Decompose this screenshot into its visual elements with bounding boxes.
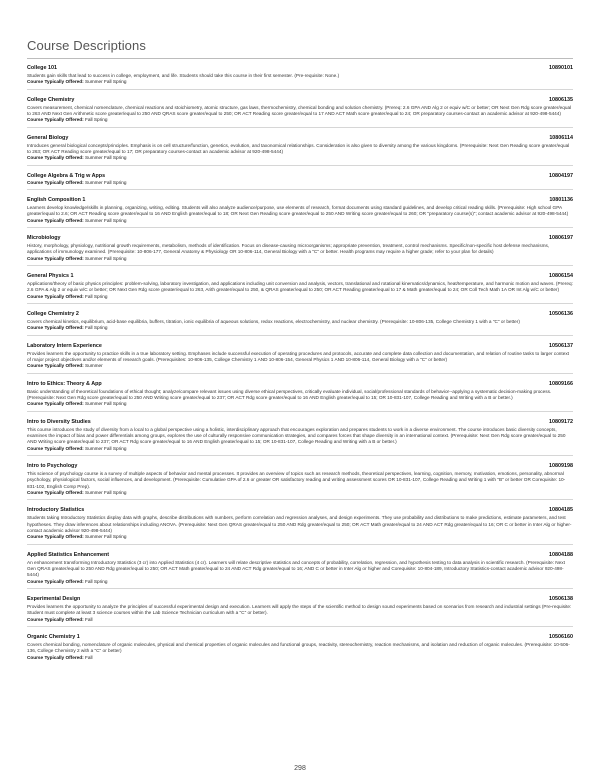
course-code: 10806197 [549,235,573,242]
course-offered [27,446,573,452]
course-description: Covers measurement, chemical nomenclature, chemical reactions and stoichiometry, atomic structure, gas laws, thermochemistry, chemical bonding and solution chemistry. (Prereq: 2.6 GPA AND Alg 2 or equiv w/C or better; OR Next Gen Rdg score greater/equal to 263 AND Next Gen Arithmetic score greater/equal to 250 AND QRAS score greater/equal to 250; OR ACT Reading score greater/equal to 17 AND ACT Math score greater/equal to 24; OR preparatory courses-contact an academic advisor at 920-498-5444) [27,104,572,116]
course-code: 10809166 [549,380,573,387]
course-offered [27,579,573,585]
course-code: 10806114 [549,134,573,141]
course-header [27,65,573,72]
course-description: Covers chemical kinetics, equilibrium, acid-base equilibria, buffers, titration, ionic equilibria of aqueous solutions, redox reactions, electrochemistry, and nuclear chemistry. (Prerequisite: 10-806-135, College Chemistry 1 with a "C" or better) [27,319,520,325]
course-code: 10506160 [549,634,573,640]
course-name: Intro to Ethics: Theory & App [27,380,102,387]
course-header [27,463,573,470]
course-offered-label: Course Typically Offered: [27,79,84,85]
course-name: Experimental Design [27,596,81,602]
course-offered-terms: Summer Fall Spring [85,179,127,185]
course-offered [27,490,573,496]
course-header [27,634,573,641]
course-description: Basic understanding of theoretical foundations of ethical thought; analyze/compare relevant issues using diverse ethical perspectives, critically evaluate individual, social/professional standards of behavior--applying a systematic decision-making process. (Prerequisite: Next Gen Rdg score greater/equal to 250 AND Writing score greater/equal to 237; OR ACT Rdg score greater/equal to 16 AND English greater/equal to 15; OR 10-831-107, College Reading and Writing with a B or better.) [27,388,552,401]
course-name: Intro to Diversity Studies [27,418,91,425]
course-entry [27,596,573,627]
course-name: Laboratory Intern Experience [27,342,102,349]
course-name: Introductory Statistics [27,507,85,514]
course-list [27,65,573,664]
course-header [27,135,573,142]
course-code: 10809198 [549,463,573,470]
course-offered-label: Course Typically Offered: [27,117,84,123]
course-entry [27,381,573,412]
course-offered [27,401,573,407]
course-code: 10801136 [549,197,573,204]
course-code: 10804197 [549,172,573,179]
course-offered-label: Course Typically Offered: [27,255,84,261]
course-offered [27,117,573,123]
course-offered-label: Course Typically Offered: [27,445,84,451]
course-description: Introduces general biological concepts/principles. Emphasis is on cell structure/function, genetics, evolution, and taxonomical relationships. Consideration is also given to diversity among the various kingdoms. (Prerequisite: Next Gen Reading score greater/equal to 263; OR ACT Reading score greater/equal to 17; OR preparatory courses-contact an academic advisor at 920-498-5444) [27,142,570,154]
course-header [27,273,573,280]
course-header [27,311,573,318]
course-header [27,596,573,603]
course-offered-terms: Summer Fall Spring [85,445,127,451]
course-code: 10506137 [549,342,573,349]
course-header [27,381,573,388]
course-offered-terms: Summer Fall Spring [85,155,127,161]
course-entry [27,97,573,128]
course-offered-label: Course Typically Offered: [27,490,84,495]
course-header [27,97,573,104]
course-offered-terms: Summer Fall Spring [85,490,127,495]
course-name: Organic Chemistry 1 [27,634,80,640]
course-offered-terms: Summer Fall Spring [85,217,127,223]
course-description: Students gain skills that lead to success in college, employment, and life. Students should take this course in their first semester. (Pre-requisite: None.) [27,73,340,78]
course-name: General Biology [27,134,69,141]
course-name: Intro to Psychology [27,463,78,470]
course-offered [27,655,573,661]
course-offered-label: Course Typically Offered: [27,217,84,223]
course-entry [27,65,573,90]
course-name: Microbiology [27,235,61,242]
course-offered [27,180,573,186]
course-entry [27,197,573,228]
course-entry [27,235,573,266]
course-entry [27,463,573,500]
course-description: An enhancement transforming Introductory Statistics (3 cr) into Applied Statistics (4 cr). Learners will relate descriptive statistics and concepts of probability, correlation, regression, and hypothesis testing to data analysis in scientific research. (Prerequisite: Next Gen QRAS greater/equal to 250 AND Rdg greater/equal to 250; OR ACT Math greater/equal to 24 AND ACT Rdg greater/equal to 16; AND C or better in Inter Alg or higher and Corequisite: 10-804-189, Introductory Statistics-contact academic advisor 920-498-5444) [27,559,565,578]
course-offered-terms: Fall [85,654,93,660]
course-header [27,419,573,426]
course-entry [27,135,573,166]
course-name: College 101 [27,65,57,71]
title-divider [27,58,573,59]
course-description: Learners develop knowledge/skills in planning, organizing, writing, editing. Students will also analyze audience/purpose, use elements of research, format documents using standard guidelines, and develop critical reading skills. (Prerequisite: High school GPA greater/equal to 2.6; OR ACT Reading score greater/equal to 16 AND English greater/equal to 18; OR Next Gen Reading score greater/equal to 250 AND Writing score greater/equal to 260; OR "preparatory course(s)"; contact academic advisor at 920-498-5444) [27,205,569,217]
course-description: Provides learners the opportunity to analyze the principles of successful experimental design and execution. Learners will apply the steps of the scientific method to design sound experiments based on scenarios from research and industrial settings (Pre-requisite: Student must complete at least 3 science courses within the Lab Science Technician curriculum with a "C" or better). [27,604,572,616]
course-offered-label: Course Typically Offered: [27,155,84,161]
course-description: Students taking Introductory Statistics display data with graphs, describe distributions with numbers, perform correlation and regression analyses, and design experiments. They use probability and distributions to make predictions, estimate parameters, and test hypotheses. They draw inferences about relationships including ANOVA. (Prerequisite: Next Gen QRAS greater/equal to 250 AND Rdg greater/equal to 250; OR ACT Math greater/equal to 24 AND ACT Rdg greater/equal to 16; OR C or better in Inter Alg or higher-contact academic advisor 920-498-5444) [27,515,572,533]
course-offered-label: Course Typically Offered: [27,363,84,369]
course-entry [27,552,573,589]
course-code: 10506136 [549,311,573,318]
course-code: 10890101 [549,65,573,71]
course-offered-terms: Summer Fall Spring [85,534,127,540]
course-offered-terms: Summer Fall Spring [85,255,127,261]
course-entry [27,173,573,190]
course-code: 10806135 [549,96,573,103]
course-code: 10809172 [549,418,573,425]
course-code: 10506138 [549,596,573,602]
course-description: Covers chemical bonding, nomenclature of organic molecules, physical and chemical properties of organic molecules and functional groups, reactivity, stereochemistry, reaction mechanisms, and isolation and reduction of organic molecules. (Prerequisite: 10-506-136, College Chemistry 2 with a "C" or better) [27,642,570,654]
course-offered [27,534,573,540]
course-description: This science of psychology course is a survey of multiple aspects of behavior and mental processes. It provides an overview of topics such as research methods, theoretical perspectives, learning, cognition, memory, motivation, emotions, personality, abnormal psychology, physiological factors, social influences, and development. (Prerequisite: Cumulative GPA of 2.6 or greater OR satisfactory reading and writing assessment scores OR 10-831-107, College Reading and Writing 1 with "B" or better OR Corequisite: 10-831-102, English Comp Prep). [27,471,566,489]
course-offered [27,155,573,161]
course-name: College Algebra & Trig w Apps [27,172,106,179]
course-offered-terms: Summer Fall Spring [85,401,127,407]
course-offered-terms: Fall Spring [85,117,108,123]
course-offered-label: Course Typically Offered: [27,534,84,540]
course-offered-terms: Fall Spring [85,293,108,299]
course-offered [27,617,573,623]
course-code: 10806154 [549,273,573,280]
course-entry [27,507,573,544]
course-name: College Chemistry [27,96,75,103]
course-offered-label: Course Typically Offered: [27,616,84,622]
course-entry [27,343,573,374]
course-name: College Chemistry 2 [27,311,79,318]
course-offered [27,218,573,224]
course-offered [27,256,573,262]
course-header [27,197,573,204]
course-name: English Composition 1 [27,197,86,204]
course-offered-label: Course Typically Offered: [27,293,84,299]
course-entry [27,311,573,336]
course-header [27,552,573,559]
course-offered-terms: Summer Fall Spring [85,79,127,85]
course-name: General Physics 1 [27,273,74,280]
course-code: 10804188 [549,551,573,558]
page-number: 298 [294,765,306,772]
course-offered-terms: Fall [85,616,93,622]
course-entry [27,273,573,304]
course-header [27,343,573,350]
course-offered [27,363,573,369]
page-title: Course Descriptions [27,38,146,53]
page [27,0,573,671]
course-offered [27,79,573,85]
course-offered-terms: Fall Spring [85,578,108,584]
course-header [27,173,573,180]
course-offered-label: Course Typically Offered: [27,179,84,185]
course-offered-terms: Fall Spring [85,325,108,331]
course-description: Applications/theory of basic physics principles: problem-solving, laboratory investigation, and applications including unit conversion and analysis, vectors, translational and rotational kinematics/dynamics, heat/temperature, and harmonic motion and waves. (Prereq: 2.6 GPA & Alg 2 or equiv w/C or better; OR Next Gen Rdg score greater/equal to 263, Arith greater/equal to 250, & QRAS greater/equal to 250; OR ACT Reading greater/equal to 17 & Math greater/equal to 24; OR Coll Tech Math 1A OR Int Alg w/C or better) [27,281,573,293]
course-offered-label: Course Typically Offered: [27,401,84,407]
course-offered [27,294,573,300]
course-offered [27,325,573,331]
course-name: Applied Statistics Enhancement [27,551,110,558]
course-description: This course introduces the study of diversity from a local to a global perspective using a holistic, interdisciplinary approach that encourages exploration and prepares students to work in a diverse environment. The course introduces basic diversity concepts, examines the impact of bias and power differentials among groups, explores the use of culturally responsive communication strategies, and compares forces that shape diversity in an international context. (Prerequisite: Next Gen Rdg score greater/equal to 250 AND Writing score greater/equal to 237; OR ACT Rdg score greater/equal to 16 AND English greater/equal to 15; OR 10-831-107, College Reading and Writing with a B or better.) [27,426,566,445]
course-offered-terms: Summer [85,363,103,369]
course-entry [27,419,573,456]
course-entry [27,634,573,664]
course-header [27,235,573,242]
course-offered-label: Course Typically Offered: [27,325,84,331]
course-header [27,507,573,514]
course-description: History, morphology, physiology, nutritional growth requirements, metabolism, methods of identification. Focus on disease-causing microorganisms; appropriate prevention, treatment, control mechanisms. Specific/non-specific host defense mechanisms, applications of immunology examined. (Prerequisite: 10-806-177, General Anatomy & Physiology OR 10-806-114, General Biology with a "C" or better. Health programs may require a higher grade; refer to your plan for details) [27,243,550,255]
course-description: Provides learners the opportunity to practice skills in a true laboratory setting. Emphases include successful execution of operating procedures and protocols, accurate and complete data collection and documentation, and relation of routine tasks to larger context of major project objectives and/or elements of research goals. (Prerequisites: 10-806-135, College Chemistry 1 AND 10-806-154, General Physics 1 AND 10-806-114, General Biology with a "C" or better) [27,350,569,363]
course-code: 10804185 [549,507,573,514]
course-offered-label: Course Typically Offered: [27,578,84,584]
course-offered-label: Course Typically Offered: [27,654,84,660]
